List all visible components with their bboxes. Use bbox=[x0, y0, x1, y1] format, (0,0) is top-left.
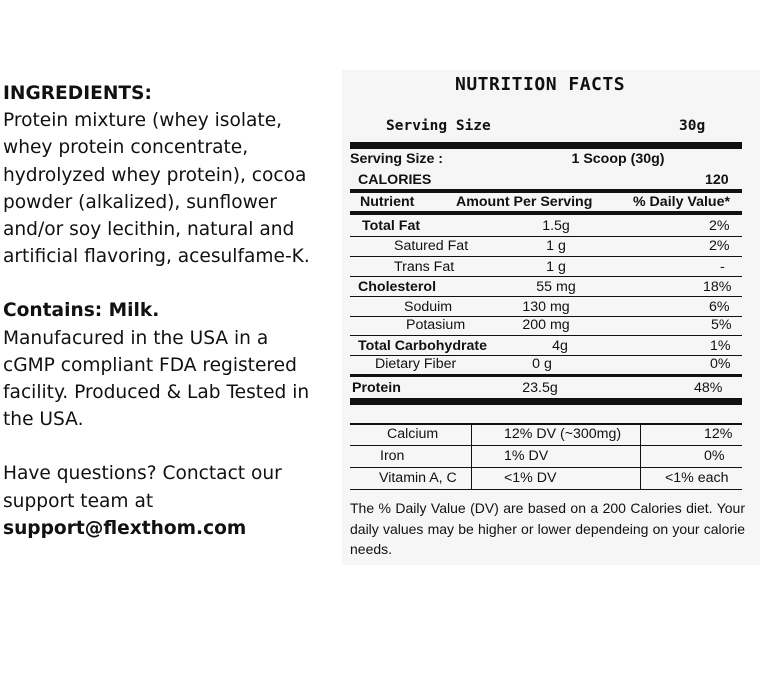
nutrient-amount: 1 g bbox=[546, 259, 566, 275]
support-email-link[interactable]: support@flexthom.com bbox=[3, 517, 247, 539]
nutrient-name: Total Fat bbox=[362, 218, 421, 234]
minerals-col-divider bbox=[640, 424, 641, 490]
mineral-amount: 12% DV (~300mg) bbox=[504, 426, 622, 442]
nutrient-amount: 0 g bbox=[532, 356, 552, 372]
serving-size-label: Serving Size bbox=[386, 118, 491, 134]
nutrient-amount-protein: 23.5g bbox=[522, 380, 558, 396]
nutrient-name: Soduim bbox=[404, 299, 453, 315]
header-nutrient: Nutrient bbox=[360, 194, 415, 210]
manufactured-line: cGMP compliant FDA registered bbox=[3, 354, 297, 376]
mineral-name: Vitamin A, C bbox=[379, 470, 457, 486]
nutrient-dv: - bbox=[720, 259, 725, 275]
nutrient-name-protein: Protein bbox=[352, 380, 401, 396]
divider-medium bbox=[350, 374, 742, 377]
serving-size-row-value: 1 Scoop (30g) bbox=[571, 151, 665, 167]
ingredients-heading: INGREDIENTS: bbox=[3, 83, 152, 104]
mineral-dv: 0% bbox=[704, 448, 725, 464]
nutrient-name: Dietary Fiber bbox=[375, 356, 457, 372]
row-divider bbox=[350, 236, 742, 237]
minerals-top-rule bbox=[350, 423, 742, 425]
manufactured-line: Manufacured in the USA in a bbox=[3, 327, 269, 349]
mineral-amount: <1% DV bbox=[504, 470, 557, 486]
row-divider bbox=[350, 445, 742, 446]
nutrient-dv: 0% bbox=[710, 356, 731, 372]
nutrient-dv: 5% bbox=[711, 317, 732, 333]
mineral-dv: <1% each bbox=[665, 470, 729, 486]
nutrient-dv-protein: 48% bbox=[694, 380, 723, 396]
ingredients-line: powder (alkalized), sunflower bbox=[3, 191, 277, 213]
nutrient-name: Total Carbohydrate bbox=[358, 338, 488, 354]
calories-value: 120 bbox=[705, 172, 729, 188]
mineral-dv: 12% bbox=[704, 426, 733, 442]
row-divider bbox=[350, 296, 742, 297]
header-amount: Amount Per Serving bbox=[456, 194, 593, 210]
mineral-name: Iron bbox=[380, 448, 405, 464]
row-divider bbox=[350, 335, 742, 336]
nutrient-amount: 1 g bbox=[546, 238, 566, 254]
nutrient-dv: 2% bbox=[709, 218, 730, 234]
divider-header bbox=[350, 211, 742, 215]
ingredients-line: and/or soy lecithin, natural and bbox=[3, 219, 295, 241]
ingredients-line: hydrolyzed whey protein), cocoa bbox=[3, 164, 307, 186]
serving-size-heading bbox=[386, 118, 706, 134]
calories-label: CALORIES bbox=[358, 172, 432, 188]
divider-thick bbox=[350, 142, 742, 149]
row-divider bbox=[350, 256, 742, 257]
ingredients-line: whey protein concentrate, bbox=[3, 137, 249, 159]
nutrient-name: Cholesterol bbox=[358, 279, 437, 295]
minerals-col-divider bbox=[471, 424, 472, 490]
mineral-amount: 1% DV bbox=[504, 448, 549, 464]
questions-line: support team at bbox=[3, 490, 154, 512]
divider-thick bbox=[350, 398, 742, 405]
minerals-bottom-rule bbox=[350, 489, 742, 490]
nutrient-amount: 200 mg bbox=[522, 317, 570, 333]
nutrient-dv: 18% bbox=[703, 279, 732, 295]
nutrient-name: Potasium bbox=[406, 317, 466, 333]
manufactured-line: facility. Produced & Lab Tested in bbox=[3, 382, 310, 404]
nutrient-dv: 6% bbox=[709, 299, 730, 315]
daily-value-footnote: The % Daily Value (DV) are based on a 200 Calories diet. Your daily values may be higher or lower dependeing on your calorie needs. bbox=[350, 500, 745, 557]
row-divider bbox=[350, 467, 742, 468]
mineral-name: Calcium bbox=[387, 426, 439, 442]
allergen-statement: Contains: Milk. bbox=[3, 300, 160, 322]
nutrient-dv: 2% bbox=[709, 238, 730, 254]
nutrient-amount: 130 mg bbox=[522, 299, 570, 315]
divider-medium bbox=[350, 189, 742, 193]
nutrient-name: Satured Fat bbox=[394, 238, 469, 254]
row-divider bbox=[350, 276, 742, 277]
ingredients-line: artificial flavoring, acesulfame-K. bbox=[3, 246, 310, 268]
nutrition-facts-title: NUTRITION FACTS bbox=[455, 74, 626, 95]
header-daily-value: % Daily Value* bbox=[633, 194, 730, 210]
nutrient-amount: 55 mg bbox=[536, 279, 576, 295]
nutrient-amount: 1.5g bbox=[542, 218, 570, 234]
questions-line: Have questions? Conctact our bbox=[3, 463, 282, 485]
serving-size-value: 30g bbox=[679, 118, 706, 134]
manufactured-line: the USA. bbox=[3, 409, 84, 431]
ingredients-line: Protein mixture (whey isolate, bbox=[3, 110, 283, 132]
nutrient-name: Trans Fat bbox=[394, 259, 455, 275]
nutrient-amount: 4g bbox=[552, 338, 568, 354]
serving-size-row-label: Serving Size : bbox=[350, 151, 444, 167]
product-description bbox=[3, 80, 333, 542]
nutrient-dv: 1% bbox=[710, 338, 731, 354]
